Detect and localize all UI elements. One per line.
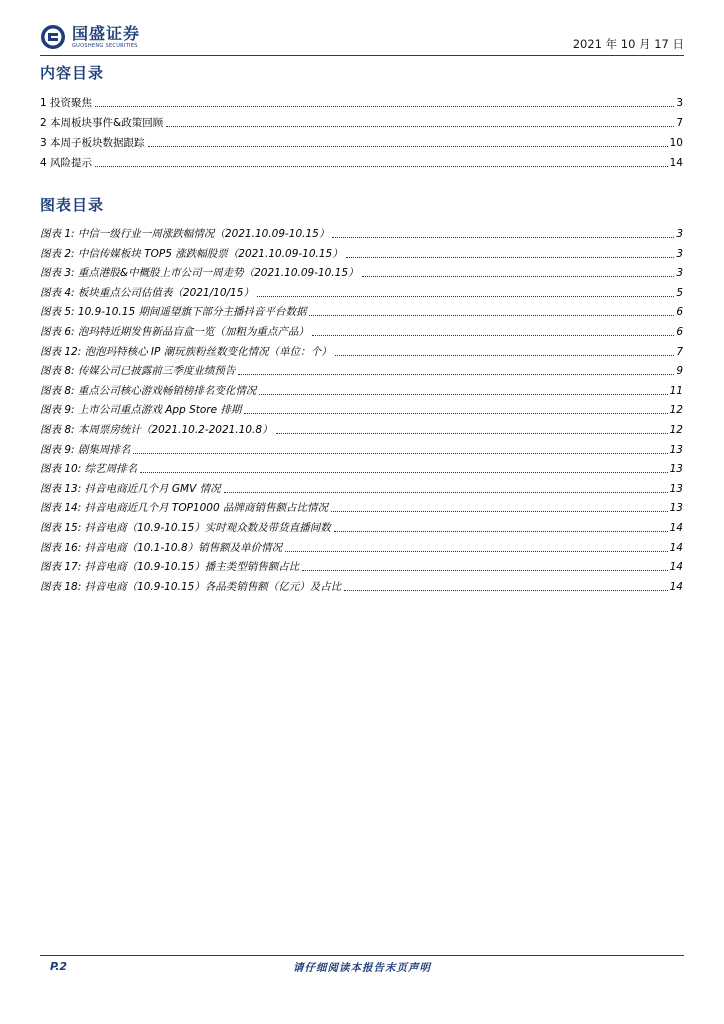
toc-leader-dots: [257, 295, 674, 297]
figure-item[interactable]: [40, 301, 683, 319]
toc-item[interactable]: [40, 152, 683, 170]
figure-item[interactable]: [40, 497, 683, 515]
toc-leader-dots: [344, 589, 667, 591]
toc-item-page: 3: [676, 97, 683, 109]
figure-item-page: 12: [669, 404, 683, 417]
disclaimer-note: 请仔细阅读本报告末页声明: [293, 962, 431, 974]
figure-item-label: 图表 3: 重点港股&中概股上市公司一周走势（2021.10.09-10.15）: [40, 267, 359, 280]
logo-icon: [40, 24, 66, 50]
toc-leader-dots: [259, 393, 667, 395]
figure-item-label: 图表 8: 传媒公司已披露前三季度业绩预告: [40, 365, 236, 378]
figure-item[interactable]: [40, 223, 683, 241]
figure-item-page: 6: [676, 326, 683, 338]
toc-leader-dots: [140, 471, 668, 473]
toc-leader-dots: [362, 275, 675, 277]
toc-leader-dots: [346, 256, 675, 258]
toc-item-label: 1 投资聚焦: [40, 97, 93, 109]
figure-item[interactable]: [40, 243, 683, 261]
toc-leader-dots: [244, 412, 667, 414]
page-number: P.2: [50, 960, 68, 973]
toc-leader-dots: [238, 373, 674, 375]
figure-item-page: 9: [676, 365, 683, 378]
figure-item-page: 14: [669, 580, 683, 593]
logo-english-name: GUOSHENG SECURITIES: [72, 42, 138, 49]
figure-item-page: 5: [676, 286, 683, 299]
toc-leader-dots: [133, 452, 667, 454]
toc-item-label: 4 风险提示: [40, 157, 93, 169]
figure-item-page: 13: [669, 443, 683, 456]
figure-item-page: 14: [669, 561, 683, 574]
figure-item[interactable]: [40, 321, 683, 339]
figure-item-label: 图表 16: 抖音电商（10.1-10.8）销售额及单价情况: [40, 541, 283, 554]
toc-item-page: 10: [669, 137, 683, 149]
figure-item-page: 7: [676, 345, 683, 358]
figure-item-label: 图表 5: 10.9-10.15 期间遥望旗下部分主播抖音平台数据: [40, 306, 307, 319]
figure-item-label: 图表 17: 抖音电商（10.9-10.15）播主类型销售额占比: [40, 561, 300, 574]
toc-leader-dots: [331, 510, 668, 512]
header-divider: [40, 55, 684, 56]
figure-item[interactable]: [40, 282, 683, 300]
toc-leader-dots: [312, 334, 674, 336]
logo-name: 国盛证券: [72, 23, 141, 43]
toc-item-label: 3 本周子板块数据跟踪: [40, 137, 145, 149]
figure-item-page: 3: [676, 247, 683, 260]
figures-title: 图表目录: [40, 196, 105, 214]
figure-item-page: 13: [669, 482, 683, 495]
report-date: 2021 年 10 月 17 日: [572, 37, 684, 51]
figure-item-page: 13: [669, 502, 683, 515]
figure-item-label: 图表 14: 抖音电商近几个月 TOP1000 品牌商销售额占比情况: [40, 502, 328, 515]
figure-item-label: 图表 10: 综艺周排名: [40, 463, 138, 476]
figure-item-label: 图表 18: 抖音电商（10.9-10.15）各品类销售额（亿元）及占比: [40, 580, 342, 593]
figure-item-page: 3: [676, 228, 683, 240]
figure-item-page: 14: [669, 522, 683, 534]
toc-leader-dots: [224, 491, 668, 493]
figure-item[interactable]: [40, 537, 683, 555]
toc-leader-dots: [276, 432, 668, 434]
toc-item[interactable]: [40, 132, 683, 150]
toc-leader-dots: [166, 125, 674, 127]
figure-item-label: 图表 12: 泡泡玛特核心 IP 潮玩族粉丝数变化情况（单位：个）: [40, 345, 332, 358]
figure-item-page: 13: [669, 463, 683, 476]
toc-leader-dots: [309, 314, 674, 316]
figure-item-label: 图表 8: 重点公司核心游戏畅销榜排名变化情况: [40, 384, 257, 397]
toc-item-page: 14: [669, 157, 683, 169]
figure-item[interactable]: [40, 458, 683, 476]
toc-leader-dots: [332, 236, 674, 238]
figure-item-label: 图表 4: 板块重点公司估值表（2021/10/15）: [40, 286, 254, 299]
figure-item-label: 图表 2: 中信传媒板块 TOP5 涨跌幅股票（2021.10.09-10.15）: [40, 247, 343, 260]
figure-item-page: 6: [676, 306, 683, 319]
toc-leader-dots: [95, 165, 668, 167]
toc-leader-dots: [95, 105, 674, 107]
figure-item-label: 图表 9: 剧集周排名: [40, 443, 131, 456]
footer-divider: [40, 955, 684, 956]
figure-item[interactable]: [40, 478, 683, 496]
toc-leader-dots: [148, 145, 668, 147]
figure-item-page: 12: [669, 424, 683, 436]
figure-item-label: 图表 13: 抖音电商近几个月 GMV 情况: [40, 482, 221, 495]
figure-item[interactable]: [40, 341, 683, 359]
figure-item[interactable]: [40, 380, 683, 398]
toc-leader-dots: [285, 550, 668, 552]
figure-item[interactable]: [40, 439, 683, 457]
toc-leader-dots: [334, 530, 668, 532]
page-header: [40, 22, 684, 54]
figure-item[interactable]: [40, 517, 683, 535]
figure-item-page: 14: [669, 541, 683, 554]
figure-item[interactable]: [40, 399, 683, 417]
toc-item-page: 7: [676, 117, 683, 129]
contents-title: 内容目录: [40, 64, 105, 82]
figure-item[interactable]: [40, 576, 683, 594]
figure-item-page: 3: [676, 267, 683, 280]
figure-item-label: 图表 8: 本周票房统计（2021.10.2-2021.10.8）: [40, 424, 273, 436]
figure-item-label: 图表 1: 中信一级行业一周涨跌幅情况（2021.10.09-10.15）: [40, 228, 330, 240]
figure-item[interactable]: [40, 262, 683, 280]
figure-item-label: 图表 6: 泡玛特近期发售新品盲盒一览（加粗为重点产品）: [40, 326, 309, 338]
figure-item[interactable]: [40, 360, 683, 378]
toc-item[interactable]: [40, 92, 683, 110]
toc-leader-dots: [335, 354, 675, 356]
toc-item[interactable]: [40, 112, 683, 130]
figure-item-label: 图表 9: 上市公司重点游戏 App Store 排期: [40, 404, 242, 417]
figure-item-label: 图表 15: 抖音电商（10.9-10.15）实时观众数及带货直播间数: [40, 522, 331, 534]
toc-leader-dots: [302, 569, 667, 571]
figure-item-page: 11: [669, 384, 683, 397]
brand-logo: [40, 22, 140, 52]
figure-item[interactable]: [40, 556, 683, 574]
figure-item[interactable]: [40, 419, 683, 437]
toc-item-label: 2 本周板块事件&政策回顾: [40, 117, 164, 129]
